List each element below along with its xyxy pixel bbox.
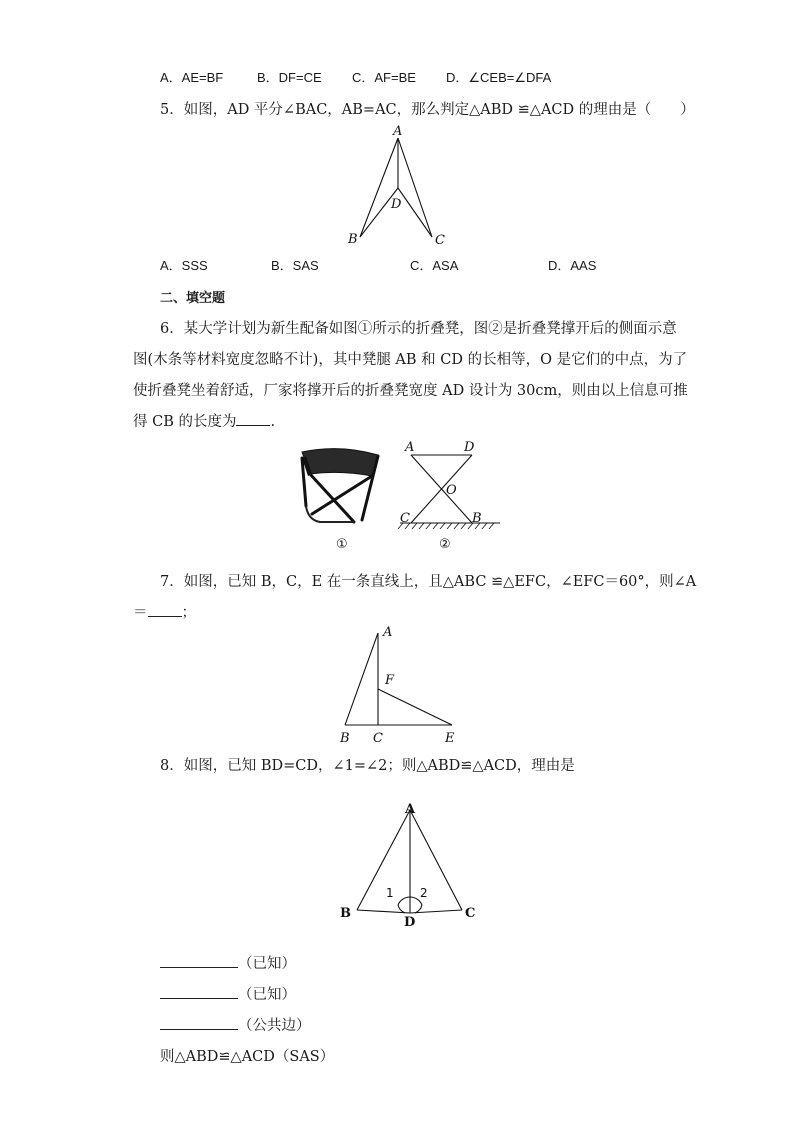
q5-label-a: A (393, 124, 403, 139)
q8-label-d: D (404, 915, 416, 930)
q8-angle-2: 2 (420, 886, 428, 900)
q7-label-f: F (385, 673, 395, 688)
q7-label-e: E (445, 731, 455, 746)
q8-label-b: B (340, 906, 351, 921)
q8-blank-1 (160, 953, 238, 968)
q8-angle-1: 1 (386, 886, 394, 900)
q8-blank-3 (160, 1015, 238, 1030)
q8-blank-2 (160, 984, 238, 999)
q5-option-b: B．SAS (271, 258, 319, 273)
q4-option-d: D．∠CEB=∠DFA (446, 70, 552, 85)
q5-label-b: B (348, 232, 358, 247)
section-heading: 二、填空题 (160, 291, 226, 306)
q4-option-a: A．AE=BF (160, 70, 224, 85)
q7-equals: ＝ (133, 605, 148, 621)
q7-semicolon: ； (181, 605, 196, 621)
q5-label-d: D (391, 197, 402, 212)
q5-question: 5．如图，AD 平分∠BAC，AB=AC，那么判定△ABD ≌△ACD 的理由是（ ） (160, 102, 695, 118)
q7-label-a: A (383, 625, 393, 640)
q5-option-a: A．SSS (160, 258, 208, 273)
q8-reason-3: （公共边） (238, 1018, 311, 1034)
q8-conclusion: 则△ABD≌△ACD（SAS） (160, 1049, 335, 1065)
diagram-label-o: O (446, 483, 457, 498)
q4-option-b: B．DF=CE (257, 70, 322, 85)
q4-option-c: C．AF=BE (352, 70, 416, 85)
q6-line-2: 图(木条等材料宽度忽略不计)，其中凳腿 AB 和 CD 的长相等，O 是它们的中点，为了 (133, 352, 688, 368)
q7-line-1: 7．如图，已知 B，C，E 在一条直线上，且△ABC ≌△EFC，∠EFC＝60°，则∠A (160, 574, 697, 590)
q8-reason-row-3 (160, 1014, 311, 1035)
q8-label-a: A (405, 802, 416, 817)
stool-caption: ① (336, 537, 348, 552)
diagram-label-d: D (464, 440, 475, 455)
q8-reason-2: （已知） (238, 987, 296, 1003)
q6-line-4-text: 得 CB 的长度为 (133, 414, 237, 430)
q7-label-c: C (373, 731, 383, 746)
diagram-label-c: C (400, 511, 410, 526)
diagram-label-a: A (405, 440, 415, 455)
q6-line-4-end: . (270, 414, 276, 430)
q5-label-c: C (435, 233, 445, 248)
q5-option-d: D．AAS (548, 258, 597, 273)
q8-label-c: C (465, 906, 476, 921)
q6-line-1: 6．某大学计划为新生配备如图①所示的折叠凳，图②是折叠凳撑开后的侧面示意 (160, 321, 677, 337)
q8-question: 8．如图，已知 BD=CD，∠1=∠2；则△ABD≌△ACD，理由是 (160, 758, 575, 774)
q6-line-3: 使折叠凳坐着舒适，厂家将撑开后的折叠凳宽度 AD 设计为 30cm，则由以上信息可推 (133, 383, 688, 399)
diagram-caption: ② (439, 537, 451, 552)
q8-reason-row-2 (160, 983, 296, 1004)
diagram-label-b: B (472, 511, 482, 526)
q5-option-c: C．ASA (410, 258, 459, 273)
q7-label-b: B (340, 731, 350, 746)
q8-reason-1: （已知） (238, 956, 296, 972)
q8-reason-row-1 (160, 952, 296, 973)
